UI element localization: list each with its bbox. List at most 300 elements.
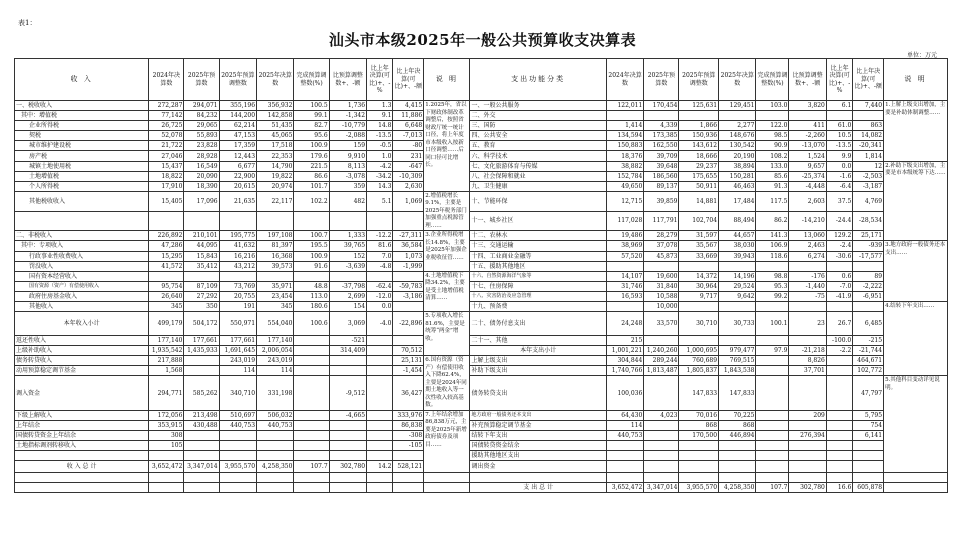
- cell-value: 23,454: [257, 291, 294, 301]
- cell-value: [826, 261, 852, 271]
- cell-empty: [15, 483, 149, 493]
- cell-value: 17,096: [184, 191, 219, 211]
- table-row: [15, 281, 948, 291]
- cell-value: [294, 441, 329, 451]
- cell-value: 9,657: [789, 161, 826, 171]
- cell-value: 86.2: [756, 211, 789, 231]
- cell-value: 14.2: [367, 461, 393, 473]
- cell-value: [789, 473, 826, 483]
- cell-value: -27,311: [393, 231, 424, 241]
- cell-value: 26,640: [149, 291, 184, 301]
- cell-value: 23,828: [184, 141, 219, 151]
- cell-empty: [367, 483, 393, 493]
- cell-value: [257, 441, 294, 451]
- cell-value: 6,648: [393, 121, 424, 131]
- row-label: 其他收入: [15, 302, 149, 312]
- cell-value: 1,240,260: [644, 346, 679, 356]
- row-label: 十五、援助其他地区: [470, 261, 606, 271]
- cell-value: 177,140: [257, 336, 294, 346]
- cell-value: 19,486: [606, 231, 643, 241]
- cell-value: [644, 461, 679, 473]
- row-label: 援助其他地区支出: [470, 451, 606, 461]
- cell-value: 122,011: [606, 101, 643, 111]
- cell-value: 464,671: [853, 356, 884, 366]
- cell-value: 21,722: [149, 141, 184, 151]
- cell-empty: [884, 473, 948, 483]
- cell-value: 152: [329, 251, 366, 261]
- row-label: [470, 473, 606, 483]
- cell-value: 162,550: [644, 141, 679, 151]
- cell-value: 133.0: [756, 161, 789, 171]
- cell-value: 102,772: [853, 366, 884, 376]
- row-label: 十、节能环保: [470, 191, 606, 211]
- cell-value: 38,030: [719, 241, 756, 251]
- cell-value: 27,046: [149, 151, 184, 161]
- cell-value: 38,894: [719, 161, 756, 171]
- cell-value: [756, 451, 789, 461]
- cell-value: 95,754: [149, 281, 184, 291]
- cell-value: -3,639: [329, 261, 366, 271]
- cell-value: 554,040: [257, 312, 294, 336]
- cell-value: 105: [149, 441, 184, 451]
- cell-value: 28,928: [184, 151, 219, 161]
- cell-value: [679, 441, 719, 451]
- cell-value: [367, 366, 393, 376]
- row-label: 城市维护建设税: [15, 141, 149, 151]
- cell-value: 31,840: [644, 281, 679, 291]
- cell-value: -176: [789, 271, 826, 281]
- cell-value: 51,435: [257, 121, 294, 131]
- row-label: 动用预算稳定调节基金: [15, 366, 149, 376]
- cell-value: 11,886: [393, 111, 424, 121]
- cell-value: -215: [853, 336, 884, 346]
- unit-label: 单位：万元: [906, 52, 937, 59]
- cell-value: 15,405: [149, 191, 184, 211]
- cell-value: 39,765: [329, 241, 366, 251]
- cell-value: 14,372: [679, 271, 719, 281]
- col-header: 2025年预算数: [184, 59, 219, 101]
- cell-empty: [329, 473, 366, 483]
- cell-value: 499,179: [149, 312, 184, 336]
- cell-empty: [149, 473, 184, 483]
- cell-value: 4,769: [853, 191, 884, 211]
- cell-value: 47,286: [149, 241, 184, 251]
- cell-value: 28,279: [644, 231, 679, 241]
- cell-value: 172,056: [149, 410, 184, 420]
- cell-value: -59,783: [393, 281, 424, 291]
- cell-value: 107.7: [294, 461, 329, 473]
- cell-value: [606, 111, 643, 121]
- cell-value: 17,518: [257, 141, 294, 151]
- cell-value: 1,435,933: [184, 346, 219, 356]
- col-header: 2025年决算数: [719, 59, 756, 101]
- cell-value: [789, 261, 826, 271]
- row-label: 行政事业性收费收入: [15, 251, 149, 261]
- cell-value: [826, 410, 852, 420]
- cell-value: 64,430: [606, 410, 643, 420]
- col-header: 比预算调整数+、-额: [329, 59, 366, 101]
- cell-value: -22,896: [393, 312, 424, 336]
- cell-value: [294, 376, 329, 410]
- cell-value: -100.0: [826, 336, 852, 346]
- table-row: [15, 131, 948, 141]
- table-row: [15, 346, 948, 356]
- cell-value: [679, 111, 719, 121]
- cell-value: 213,498: [184, 410, 219, 420]
- cell-value: 1,073: [393, 251, 424, 261]
- cell-value: [826, 473, 852, 483]
- table-row: [15, 161, 948, 171]
- cell-value: 154: [329, 302, 366, 312]
- table-row: [15, 451, 948, 461]
- note-text: 1.上解上级支出增加，主要是补助体制调整……: [884, 101, 948, 162]
- row-label: 十九、预备费: [470, 302, 606, 312]
- cell-value: -3,078: [329, 171, 366, 181]
- cell-value: 3,955,570: [219, 461, 256, 473]
- cell-value: 39,648: [644, 161, 679, 171]
- cell-value: 21,635: [219, 191, 256, 211]
- cell-value: 35,567: [679, 241, 719, 251]
- cell-value: 482: [329, 191, 366, 211]
- col-header: 比上年决算(可比)+、-%: [367, 59, 393, 101]
- cell-value: 33,570: [644, 312, 679, 336]
- cell-value: [294, 346, 329, 356]
- cell-value: [679, 302, 719, 312]
- cell-value: 3,347,014: [184, 461, 219, 473]
- cell-value: 769,515: [719, 356, 756, 366]
- cell-value: [393, 271, 424, 281]
- cell-value: [853, 261, 884, 271]
- row-label: 调出资金: [470, 461, 606, 473]
- col-header: 比预算调整数+、-额: [789, 59, 826, 101]
- table-row: [15, 271, 948, 281]
- cell-value: [719, 261, 756, 271]
- cell-value: -80: [393, 141, 424, 151]
- cell-value: [826, 366, 852, 376]
- cell-value: -105: [393, 441, 424, 451]
- cell-value: 1,935,542: [149, 346, 184, 356]
- cell-value: 31,597: [679, 231, 719, 241]
- row-label: 十三、交通运输: [470, 241, 606, 251]
- cell-value: 20,755: [219, 291, 256, 301]
- cell-value: 129,451: [719, 101, 756, 111]
- row-label: 国债转贷资金结余: [470, 441, 606, 451]
- cell-value: [294, 451, 329, 461]
- row-label: 其他税收收入: [15, 191, 149, 211]
- cell-value: 510,697: [219, 410, 256, 420]
- cell-value: 27,292: [184, 291, 219, 301]
- row-label: 八、社会保障和就业: [470, 171, 606, 181]
- row-label: 十二、农林水: [470, 231, 606, 241]
- cell-value: 98.5: [756, 131, 789, 141]
- cell-value: [257, 211, 294, 231]
- cell-value: 47,153: [219, 131, 256, 141]
- table-row: [15, 241, 948, 251]
- cell-value: 29,524: [719, 281, 756, 291]
- row-label: 三、国防: [470, 121, 606, 131]
- cell-value: 2,463: [789, 241, 826, 251]
- cell-value: 350: [184, 302, 219, 312]
- table-row: [15, 211, 948, 231]
- cell-value: [644, 336, 679, 346]
- cell-value: [719, 451, 756, 461]
- cell-value: 159: [329, 141, 366, 151]
- row-label: 企业所得税: [15, 121, 149, 131]
- cell-empty: [219, 483, 256, 493]
- cell-empty: [149, 483, 184, 493]
- row-label: 结转下年支出: [470, 430, 606, 440]
- row-label: 十六、自然资源海洋气象等: [470, 271, 606, 281]
- cell-value: -24.4: [826, 211, 852, 231]
- cell-value: 177,661: [219, 336, 256, 346]
- cell-value: 0.0: [367, 302, 393, 312]
- cell-empty: [329, 483, 366, 493]
- cell-value: 17,359: [219, 141, 256, 151]
- cell-value: [329, 356, 366, 366]
- cell-value: -4.8: [367, 261, 393, 271]
- cell-value: 103.0: [756, 101, 789, 111]
- cell-value: 302,780: [329, 461, 366, 473]
- note-text: 7.上年结余增加86,838万元，主要是2025年新增政府债券及项目……: [424, 410, 470, 472]
- cell-value: -21,218: [789, 346, 826, 356]
- table-row: [15, 302, 948, 312]
- cell-value: 4,023: [644, 410, 679, 420]
- cell-value: [329, 366, 366, 376]
- cell-value: 6.1: [826, 101, 852, 111]
- cell-value: [644, 441, 679, 451]
- table-row: [15, 291, 948, 301]
- cell-value: 10,000: [644, 302, 679, 312]
- col-header: 2025年预算调整数: [219, 59, 256, 101]
- cell-value: -10,779: [329, 121, 366, 131]
- cell-value: -2,260: [789, 131, 826, 141]
- cell-value: 44,095: [184, 241, 219, 251]
- cell-value: 1,805,837: [679, 366, 719, 376]
- cell-value: 30,733: [719, 312, 756, 336]
- cell-value: -3,186: [393, 291, 424, 301]
- cell-value: 3,955,570: [679, 483, 719, 493]
- cell-empty: [393, 473, 424, 483]
- cell-value: 353,915: [149, 420, 184, 430]
- cell-value: 1,069: [393, 191, 424, 211]
- cell-value: 35,412: [184, 261, 219, 271]
- cell-value: 81,397: [257, 241, 294, 251]
- cell-value: 134,594: [606, 131, 643, 141]
- cell-value: 18,390: [184, 181, 219, 191]
- col-header: 比上年决算(可比)+、-%: [826, 59, 852, 101]
- cell-value: [826, 302, 852, 312]
- cell-value: 10.5: [826, 131, 852, 141]
- cell-value: 30,710: [679, 312, 719, 336]
- cell-value: 77,142: [149, 111, 184, 121]
- cell-value: 20,615: [219, 181, 256, 191]
- row-label: 个人所得税: [15, 181, 149, 191]
- cell-value: -25,374: [789, 171, 826, 181]
- cell-value: [826, 111, 852, 121]
- cell-value: 175,655: [679, 171, 719, 181]
- cell-value: 231: [393, 151, 424, 161]
- cell-value: [184, 356, 219, 366]
- cell-value: [329, 211, 366, 231]
- cell-value: 3,652,472: [149, 461, 184, 473]
- cell-value: 45,873: [644, 251, 679, 261]
- cell-value: [826, 376, 852, 410]
- cell-value: 91.3: [756, 181, 789, 191]
- cell-value: 411: [789, 121, 826, 131]
- cell-value: 9.9: [826, 151, 852, 161]
- cell-value: 8,113: [329, 161, 366, 171]
- cell-value: 57,520: [606, 251, 643, 261]
- cell-value: 506,032: [257, 410, 294, 420]
- cell-value: -17,577: [853, 251, 884, 261]
- cell-value: 170,500: [679, 430, 719, 440]
- cell-value: 217,888: [149, 356, 184, 366]
- cell-value: 215: [606, 336, 643, 346]
- cell-value: 100.9: [294, 141, 329, 151]
- row-label: 支 出 总 计: [470, 483, 606, 493]
- cell-value: -10,309: [393, 171, 424, 181]
- cell-value: [367, 356, 393, 366]
- cell-value: [826, 420, 852, 430]
- cell-value: 14,196: [719, 271, 756, 281]
- cell-empty: [257, 473, 294, 483]
- cell-value: -62.4: [367, 281, 393, 291]
- cell-value: 95.6: [294, 131, 329, 141]
- cell-value: [294, 211, 329, 231]
- cell-value: -4,448: [789, 181, 826, 191]
- row-label: 地方政府一般债务还本支出: [470, 410, 606, 420]
- cell-value: [853, 302, 884, 312]
- cell-value: 868: [719, 420, 756, 430]
- cell-value: [756, 430, 789, 440]
- row-label: 城镇土地使用税: [15, 161, 149, 171]
- table-row: [15, 312, 948, 336]
- cell-value: 7.0: [367, 251, 393, 261]
- cell-value: 7,440: [853, 101, 884, 111]
- cell-value: 1,736: [329, 101, 366, 111]
- cell-value: 22,900: [219, 171, 256, 181]
- row-label: 土地增值税: [15, 171, 149, 181]
- cell-value: -34.2: [367, 171, 393, 181]
- cell-value: [257, 451, 294, 461]
- cell-value: 14.3: [367, 181, 393, 191]
- row-label: 上年结余: [15, 420, 149, 430]
- cell-value: 29,065: [184, 121, 219, 131]
- cell-value: 114: [257, 366, 294, 376]
- cell-empty: [219, 473, 256, 483]
- row-label: 国有资源（资产）有偿使用收入: [15, 281, 149, 291]
- cell-value: 302,780: [789, 483, 826, 493]
- cell-value: [789, 336, 826, 346]
- cell-value: [853, 451, 884, 461]
- cell-value: 84,232: [184, 111, 219, 121]
- cell-value: 294,071: [184, 101, 219, 111]
- cell-value: 99.2: [756, 291, 789, 301]
- header-row: [15, 59, 948, 101]
- note-text: 4.结转下年支出……: [884, 302, 948, 376]
- cell-value: 760,689: [679, 356, 719, 366]
- cell-value: 1,691,645: [219, 346, 256, 356]
- cell-value: 0.0: [826, 161, 852, 171]
- cell-value: [184, 430, 219, 440]
- cell-value: -13.5: [826, 141, 852, 151]
- cell-value: 170,454: [644, 101, 679, 111]
- cell-value: 197,108: [257, 231, 294, 241]
- cell-value: 114: [606, 420, 643, 430]
- cell-value: [719, 111, 756, 121]
- cell-value: 345: [257, 302, 294, 312]
- cell-value: [719, 336, 756, 346]
- cell-value: 1,001,221: [606, 346, 643, 356]
- col-header: 比上年决算(可比)+、-额: [853, 59, 884, 101]
- cell-value: 152,784: [606, 171, 643, 181]
- income-header: 收 入: [15, 59, 149, 101]
- note-text: 3.地方政府一般债务还本支出……: [884, 241, 948, 302]
- cell-value: 117.5: [756, 191, 789, 211]
- cell-value: 39,943: [719, 251, 756, 261]
- cell-value: -3,187: [853, 181, 884, 191]
- cell-value: -12.2: [367, 231, 393, 241]
- cell-value: 5,795: [853, 410, 884, 420]
- table-row: [15, 461, 948, 473]
- row-label: 十七、住房保障: [470, 281, 606, 291]
- cell-value: 6,274: [789, 251, 826, 261]
- cell-value: 19,822: [257, 171, 294, 181]
- cell-value: 18,376: [606, 151, 643, 161]
- cell-value: 38,969: [606, 241, 643, 251]
- cell-value: [644, 261, 679, 271]
- cell-value: 9,717: [679, 291, 719, 301]
- cell-empty: [424, 473, 470, 483]
- cell-value: [367, 211, 393, 231]
- cell-value: 863: [853, 121, 884, 131]
- cell-value: 89: [853, 271, 884, 281]
- cell-value: -2.2: [826, 346, 852, 356]
- cell-value: 9,910: [329, 151, 366, 161]
- col-header: 完成预算调整数(%): [294, 59, 329, 101]
- cell-value: 868: [679, 420, 719, 430]
- row-label: 其中：增值税: [15, 111, 149, 121]
- cell-value: 100.6: [294, 312, 329, 336]
- cell-value: 528,121: [393, 461, 424, 473]
- cell-value: 15,295: [149, 251, 184, 261]
- cell-value: [367, 346, 393, 356]
- cell-value: [756, 336, 789, 346]
- cell-value: 173,385: [644, 131, 679, 141]
- row-label: 补充预算稳定调节基金: [470, 420, 606, 430]
- cell-value: 41,572: [149, 261, 184, 271]
- cell-value: [257, 430, 294, 440]
- cell-value: [393, 336, 424, 346]
- cell-value: 100.9: [294, 251, 329, 261]
- cell-value: [606, 451, 643, 461]
- cell-value: 2,277: [719, 121, 756, 131]
- cell-value: 440,753: [219, 420, 256, 430]
- cell-value: 440,753: [606, 430, 643, 440]
- cell-value: 37,701: [789, 366, 826, 376]
- cell-value: [367, 451, 393, 461]
- cell-value: 95.3: [756, 281, 789, 291]
- cell-value: [789, 441, 826, 451]
- cell-value: 147,833: [679, 376, 719, 410]
- cell-value: -1,342: [329, 111, 366, 121]
- table-row: [15, 261, 948, 271]
- cell-value: 17,910: [149, 181, 184, 191]
- row-label: 二、非税收入: [15, 231, 149, 241]
- cell-value: 243,019: [257, 356, 294, 366]
- cell-value: 345: [149, 302, 184, 312]
- table-row: [15, 101, 948, 111]
